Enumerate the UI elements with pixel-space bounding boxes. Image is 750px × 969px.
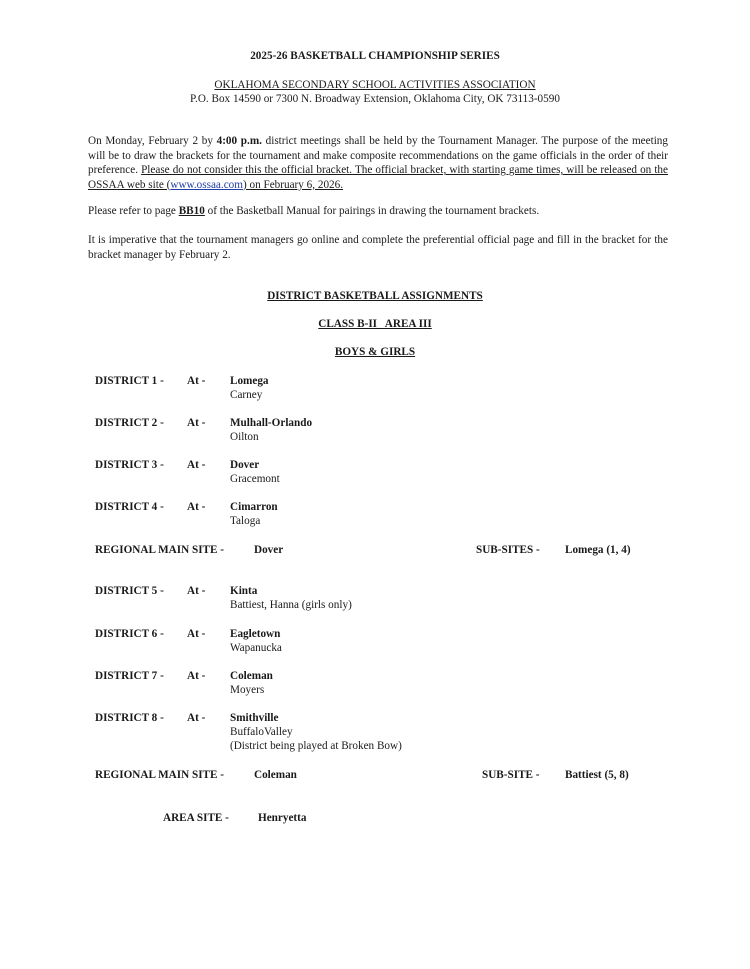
association-address: P.O. Box 14590 or 7300 N. Broadway Extension, Oklahoma City, OK 73113-0590 <box>190 93 560 105</box>
district-host-site: Eagletown <box>230 628 281 640</box>
district-label: DISTRICT 8 - <box>95 712 164 724</box>
at-label: At - <box>187 628 206 640</box>
regional-main-site: Dover <box>254 544 284 556</box>
at-label: At - <box>187 585 206 597</box>
district-schools: Battiest, Hanna (girls only) <box>230 599 352 611</box>
division-heading: BOYS & GIRLS <box>334 346 416 358</box>
series-title: 2025-26 BASKETBALL CHAMPIONSHIP SERIES <box>250 50 500 62</box>
meeting-paragraph <box>88 134 668 192</box>
district-schools: BuffaloValley <box>230 726 293 738</box>
association-name: OKLAHOMA SECONDARY SCHOOL ACTIVITIES ASSOCIATION <box>214 79 536 91</box>
sub-site-value: Battiest (5, 8) <box>565 769 629 781</box>
at-label: At - <box>187 712 206 724</box>
district-row <box>95 669 515 713</box>
district-host-site: Dover <box>230 459 260 471</box>
at-label: At - <box>187 375 206 387</box>
district-label: DISTRICT 4 - <box>95 501 164 513</box>
at-label: At - <box>187 501 206 513</box>
regional-main-site-label: REGIONAL MAIN SITE - <box>95 769 224 781</box>
district-label: DISTRICT 5 - <box>95 585 164 597</box>
district-schools: Moyers <box>230 684 265 696</box>
meeting-time: 4:00 p.m. <box>216 135 262 147</box>
district-label: DISTRICT 3 - <box>95 459 164 471</box>
district-host-site: Lomega <box>230 375 269 387</box>
district-schools: Taloga <box>230 515 261 527</box>
district-host-site: Smithville <box>230 712 279 724</box>
class-area-heading: CLASS B-II AREA III <box>318 318 432 330</box>
district-row <box>95 374 515 418</box>
area-site-label: AREA SITE - <box>163 812 229 824</box>
meeting-text-body: district meetings shall be held by the Tournament Manager. The purpose of the meeting will be to draw the brackets for the tournament and make composite recommendations on the game officials in the order of their preference. <box>88 135 668 177</box>
district-label: DISTRICT 7 - <box>95 670 164 682</box>
district-schools: Carney <box>230 389 263 401</box>
regional-main-site: Coleman <box>254 769 297 781</box>
district-row <box>95 416 515 460</box>
district-label: DISTRICT 6 - <box>95 628 164 640</box>
sub-sites-label: SUB-SITES - <box>476 544 540 556</box>
official-bracket-notice: Please do not consider this the official bracket. The official bracket, with starting game times, will be released on the OSSAA web site ( <box>88 164 668 191</box>
district-host-site: Coleman <box>230 670 273 682</box>
manual-page-ref: BB10 <box>178 205 205 217</box>
at-label: At - <box>187 459 206 471</box>
district-row <box>95 711 515 759</box>
district-host-site: Kinta <box>230 585 258 597</box>
ossaa-website-link[interactable]: www.ossaa.com <box>170 178 243 191</box>
district-row <box>95 627 515 671</box>
regional-main-site-label: REGIONAL MAIN SITE - <box>95 544 224 556</box>
assignments-heading: DISTRICT BASKETBALL ASSIGNMENTS <box>267 290 483 302</box>
district-note: (District being played at Broken Bow) <box>230 740 402 752</box>
meeting-text-start: On Monday, February 2 by <box>88 135 217 147</box>
district-label: DISTRICT 2 - <box>95 417 164 429</box>
manual-reference-paragraph <box>88 204 668 219</box>
district-schools: Wapanucka <box>230 642 282 654</box>
district-row <box>95 458 515 502</box>
district-label: DISTRICT 1 - <box>95 375 164 387</box>
district-schools: Gracemont <box>230 473 280 485</box>
district-row <box>95 500 515 544</box>
sub-site-label: SUB-SITE - <box>482 769 540 781</box>
district-host-site: Cimarron <box>230 501 278 513</box>
online-requirement-paragraph: It is imperative that the tournament managers go online and complete the preferential official page and fill in the bracket for the bracket manager by February 2. <box>88 234 668 261</box>
official-bracket-release-date: ) on February 6, 2026. <box>242 178 344 191</box>
sub-site-value: Lomega (1, 4) <box>565 544 631 556</box>
manual-text-end: of the Basketball Manual for pairings in drawing the tournament brackets. <box>204 205 540 217</box>
district-row <box>95 584 515 628</box>
district-host-site: Mulhall-Orlando <box>230 417 313 429</box>
manual-text-start: Please refer to page <box>88 205 179 217</box>
area-site-value: Henryetta <box>258 812 307 824</box>
at-label: At - <box>187 417 206 429</box>
district-schools: Oilton <box>230 431 259 443</box>
at-label: At - <box>187 670 206 682</box>
